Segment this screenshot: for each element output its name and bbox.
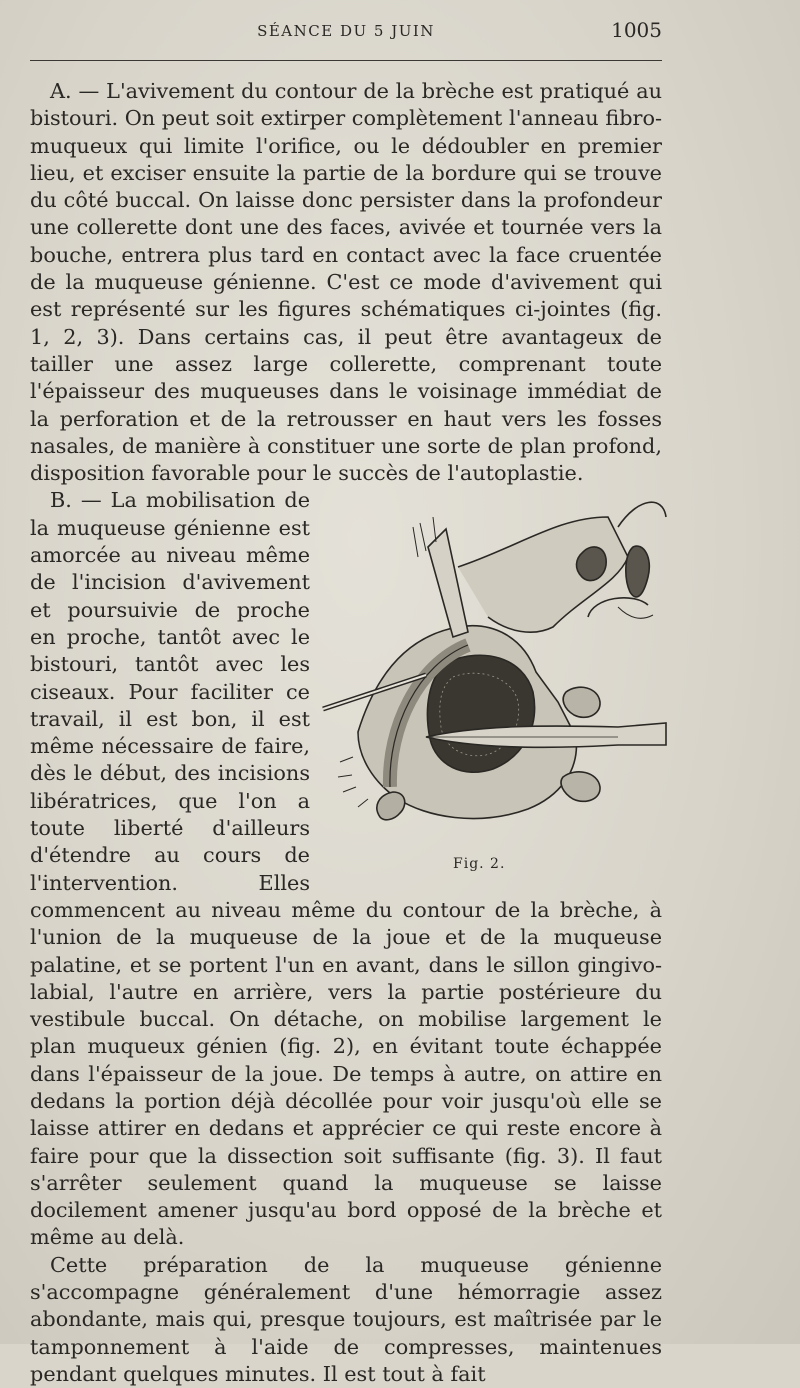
- paragraph-a: A. — L'avivement du contour de la brèche est pratiqué au bistouri. On peut soit extirper complètement l'anneau fibro-muqueux qui limite l'orifice, ou le dédoubler en premier lieu, et exciser ensuite la partie de la bordure qui se trouve du côté buccal. On laisse donc persister dans la profondeur une collerette dont une des faces, avivée et tournée vers la bouche, entrera plus tard en contact avec la face cruentée de la muqueuse génienne. C'est ce mode d'avivement qui est représenté sur les figures schématiques ci-jointes (fig. 1, 2, 3). Dans certains cas, il peut être avantageux de tailler une assez large collerette, comprenant toute l'épaisseur des muqueuses dans le voisinage immédiat de la perforation et de la retrousser en haut vers les fosses nasales, de manière à constituer une sorte de plan profond, disposition favorable pour le succès de l'autoplastie.: [30, 79, 662, 486]
- page-number: 1005: [611, 18, 662, 42]
- surgical-illustration: [318, 487, 668, 895]
- paragraph-b: B. — La mobilisation de la muqueuse génienne est amorcée au niveau même de l'incision d'avivement et poursuivie de proche en proche, tantôt avec le bistouri, tantôt avec les ciseaux. Pour faciliter ce travail, il est bon, il est même nécessaire de faire, dès le début, des incisions libératrices, que l'on a toute liberté d'ailleurs d'étendre au cours de l'intervention. Elles commencent au niveau même du contour de la brèche, à l'union de la muqueuse de la joue et de la muqueuse palatine, et se portent l'un en avant, dans le sillon gingivo-labial, l'autre en arrière, vers la partie postérieure du vestibule buccal. On détache, on mobilise largement le plan muqueux génien (fig. 2), en évitant toute échappée dans l'épaisseur de la joue. De temps à autre, on attire en dedans la portion déjà décollée pour voir jusqu'où elle se laisse attirer en dedans et apprécier ce qui reste encore à faire pour que la dissection soit suffisante (fig. 3). Il faut s'arrêter seulement quand la muqueuse se laisse docilement amener jusqu'au bord opposé de la brèche et même au delà.: [30, 488, 662, 1250]
- paragraph-c: Cette préparation de la muqueuse génienne s'accompagne généralement d'une hémorragie assez abondante, mais qui, presque toujours, est maîtrisée par le tamponnement à l'aide de compresses, maintenues pendant quelques minutes. Il est tout à fait: [30, 1252, 662, 1386]
- body-text: [30, 78, 662, 1388]
- header-rule: [30, 60, 662, 61]
- figure-caption: Fig. 2.: [453, 856, 506, 873]
- figure-2: [318, 487, 668, 895]
- page-header: [30, 18, 662, 44]
- running-head: SÉANCE DU 5 JUIN: [257, 22, 435, 40]
